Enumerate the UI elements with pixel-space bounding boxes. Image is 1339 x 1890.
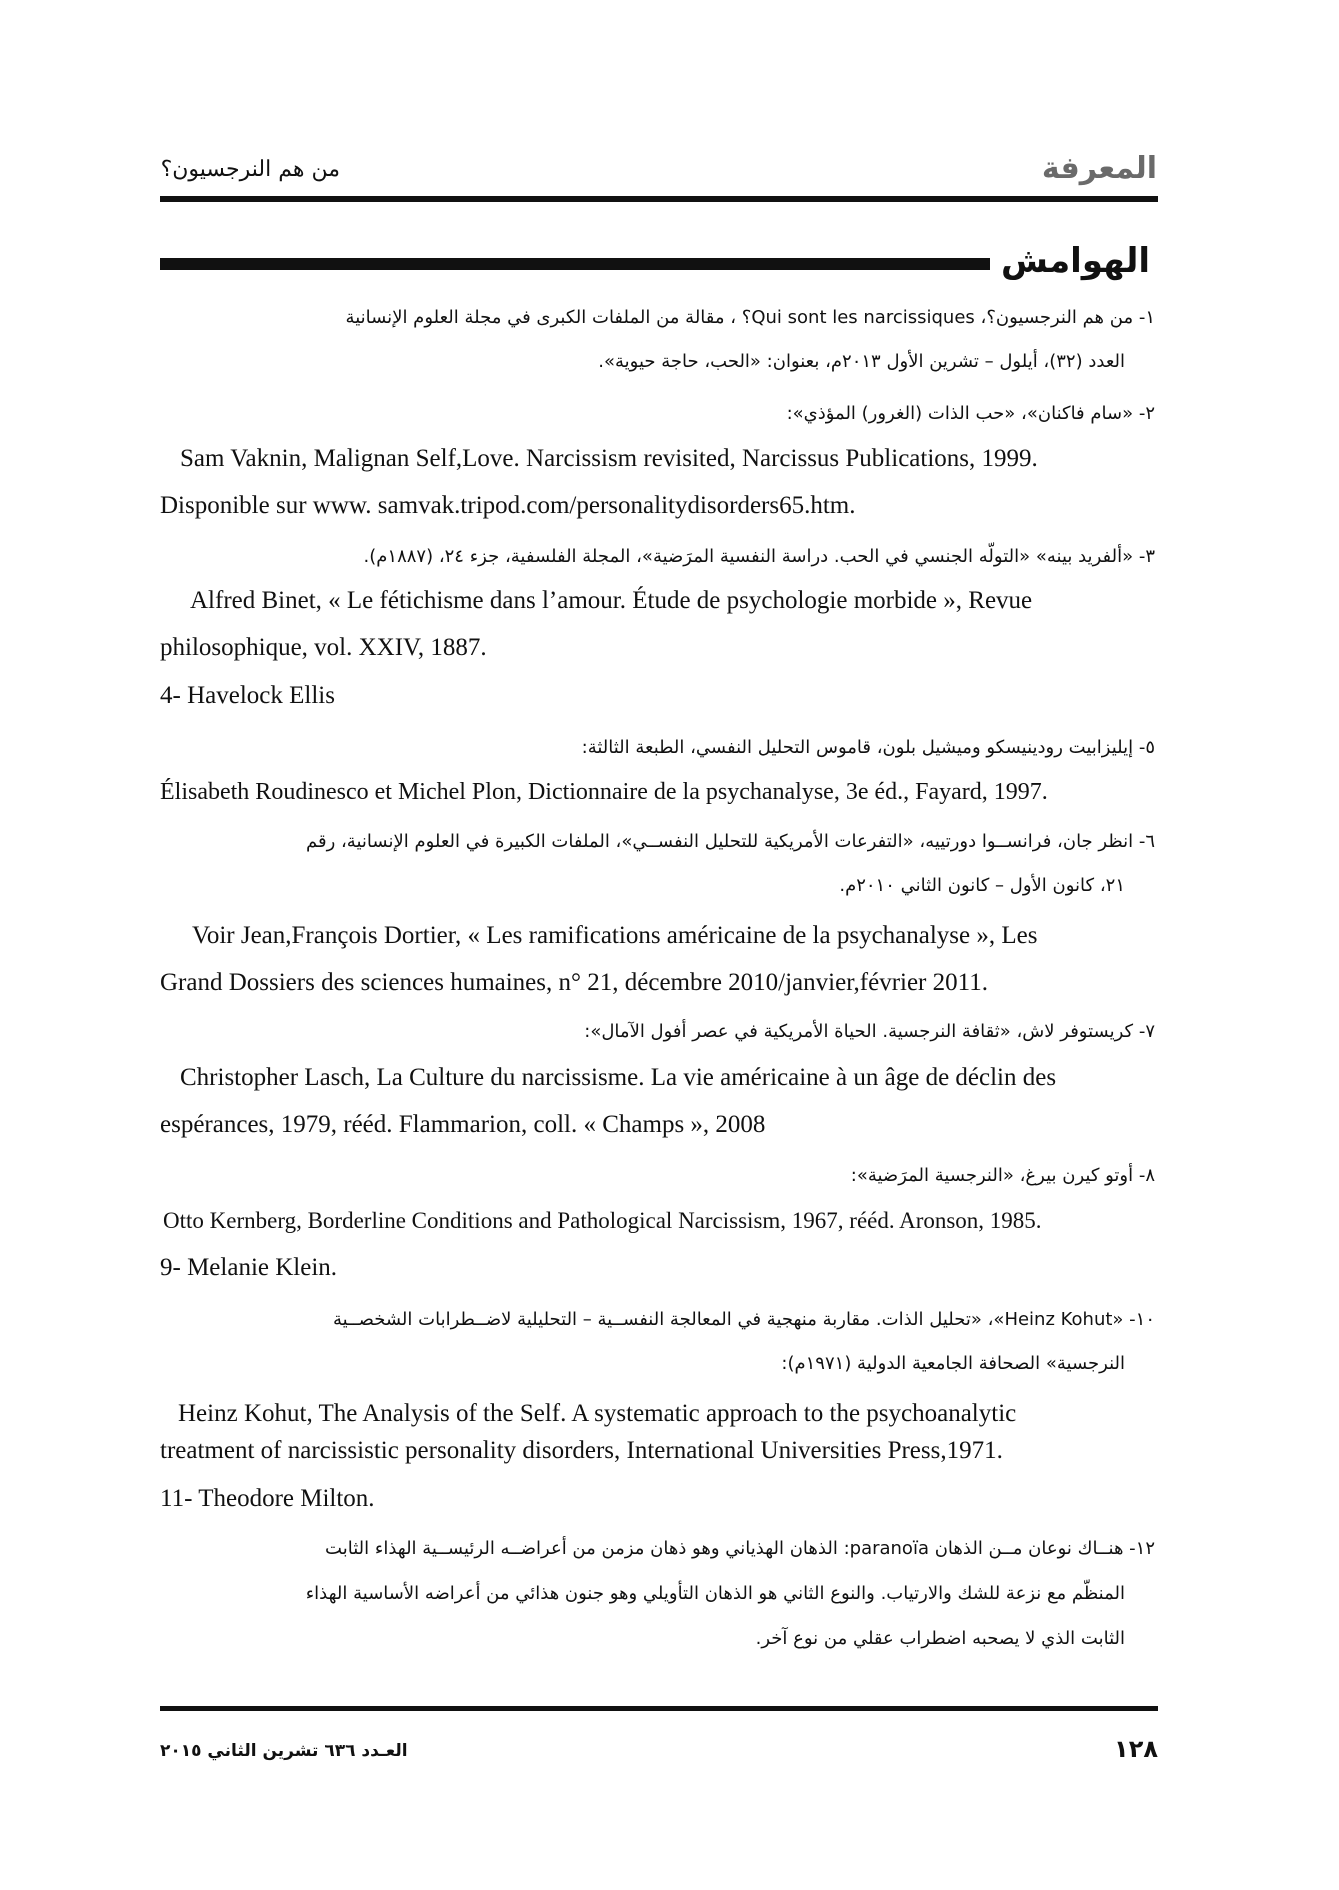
note-6-arabic-line-2: ٢١، كانون الأول – كانون الثاني ٢٠١٠م. [839,875,1125,896]
note-10-arabic-line-2: النرجسية» الصحافة الجامعية الدولية (١٩٧١م): [781,1353,1125,1374]
header-divider [160,196,1158,202]
note-3-latin-line-2: philosophique, vol. XXIV, 1887. [160,634,487,661]
note-6-latin-line-1: Voir Jean,François Dortier, « Les ramifications américaine de la psychanalyse », Les [192,922,1038,949]
note-11: 11- Theodore Milton. [160,1485,375,1512]
magazine-logo: المعرفة [1041,151,1157,186]
note-12-arabic-line-3: الثابت الذي لا يصحبه اضطراب عقلي من نوع آخر. [755,1628,1125,1649]
note-6-arabic-line-1: ٦- انظر جان، فرانســوا دورتييه، «التفرعات الأمريكية للتحليل النفســي»، الملفات الكبيرة في العلوم الإنسانية، رقم [306,831,1155,852]
note-5-latin: Élisabeth Roudinesco et Michel Plon, Dictionnaire de la psychanalyse, 3e éd., Fayard, 1997. [160,779,1048,805]
footer-divider [160,1706,1158,1711]
section-divider [160,258,990,270]
note-4: 4- Havelock Ellis [160,682,335,709]
note-2-latin-line-1: Sam Vaknin, Malignan Self,Love. Narcissism revisited, Narcissus Publications, 1999. [180,445,1038,472]
note-12-arabic-line-2: المنظّم مع نزعة للشك والارتياب. والنوع الثاني هو الذهان التأويلي وهو جنون هذائي من أعراضه الأساسية الهذاء [305,1583,1125,1604]
note-7-latin-line-2: espérances, 1979, rééd. Flammarion, coll. « Champs », 2008 [160,1111,766,1138]
note-10-arabic-line-1: ١٠- «Heinz Kohut»، «تحليل الذات. مقاربة منهجية في المعالجة النفســية – التحليلية لاضــطرابات الشخصــية [333,1309,1155,1330]
note-7-arabic: ٧- كريستوفر لاش، «ثقافة النرجسية. الحياة الأمريكية في عصر أفول الآمال»: [584,1021,1155,1042]
note-9: 9- Melanie Klein. [160,1254,338,1281]
note-10-latin-line-2: treatment of narcissistic personality disorders, International Universities Press,1971. [160,1437,1003,1464]
note-8-arabic: ٨- أوتو كيرن بيرغ، «النرجسية المرَضية»: [850,1165,1155,1186]
note-12-arabic-line-1: ١٢- هنــاك نوعان مــن الذهان paranoïa: الذهان الهذياني وهو ذهان مزمن من أعراضــه الرئيســية الهذاء الثابت [325,1538,1155,1559]
issue-info: العـدد ٦٣٦ تشرين الثاني ٢٠١٥ [160,1741,408,1761]
note-7-latin-line-1: Christopher Lasch, La Culture du narcissisme. La vie américaine à un âge de déclin des [180,1064,1057,1091]
page-number: ١٢٨ [1114,1735,1158,1763]
note-10-latin-line-1: Heinz Kohut, The Analysis of the Self. A systematic approach to the psychoanalytic [178,1400,1017,1427]
note-5-arabic: ٥- إيليزابيت رودينيسكو وميشيل بلون، قاموس التحليل النفسي، الطبعة الثالثة: [581,737,1155,758]
note-2-latin-line-2: Disponible sur www. samvak.tripod.com/personalitydisorders65.htm. [160,492,856,519]
note-2-arabic: ٢- «سام فاكنان»، «حب الذات (الغرور) المؤذي»: [786,403,1155,424]
note-3-latin-line-1: Alfred Binet, « Le fétichisme dans l’amour. Étude de psychologie morbide », Revue [190,587,1033,614]
running-title: من هم النرجسيون؟ [160,157,340,182]
section-title: الهوامش [1001,241,1150,281]
note-6-latin-line-2: Grand Dossiers des sciences humaines, n° 21, décembre 2010/janvier,février 2011. [160,969,988,996]
note-1-line-2: العدد (٣٢)، أيلول – تشرين الأول ٢٠١٣م، بعنوان: «الحب، حاجة حيوية». [598,351,1125,372]
note-1-line-1: ١- من هم النرجسيون؟، Qui sont les narcissiques؟ ، مقالة من الملفات الكبرى في مجلة العلوم الإنسانية [345,307,1155,328]
note-3-arabic: ٣- «ألفريد بينه» «التولّه الجنسي في الحب. دراسة النفسية المرَضية»، المجلة الفلسفية، جزء ٢٤، (١٨٨٧م). [363,546,1155,567]
note-8-latin: Otto Kernberg, Borderline Conditions and Pathological Narcissism, 1967, rééd. Aronson, 1985. [163,1208,1042,1233]
